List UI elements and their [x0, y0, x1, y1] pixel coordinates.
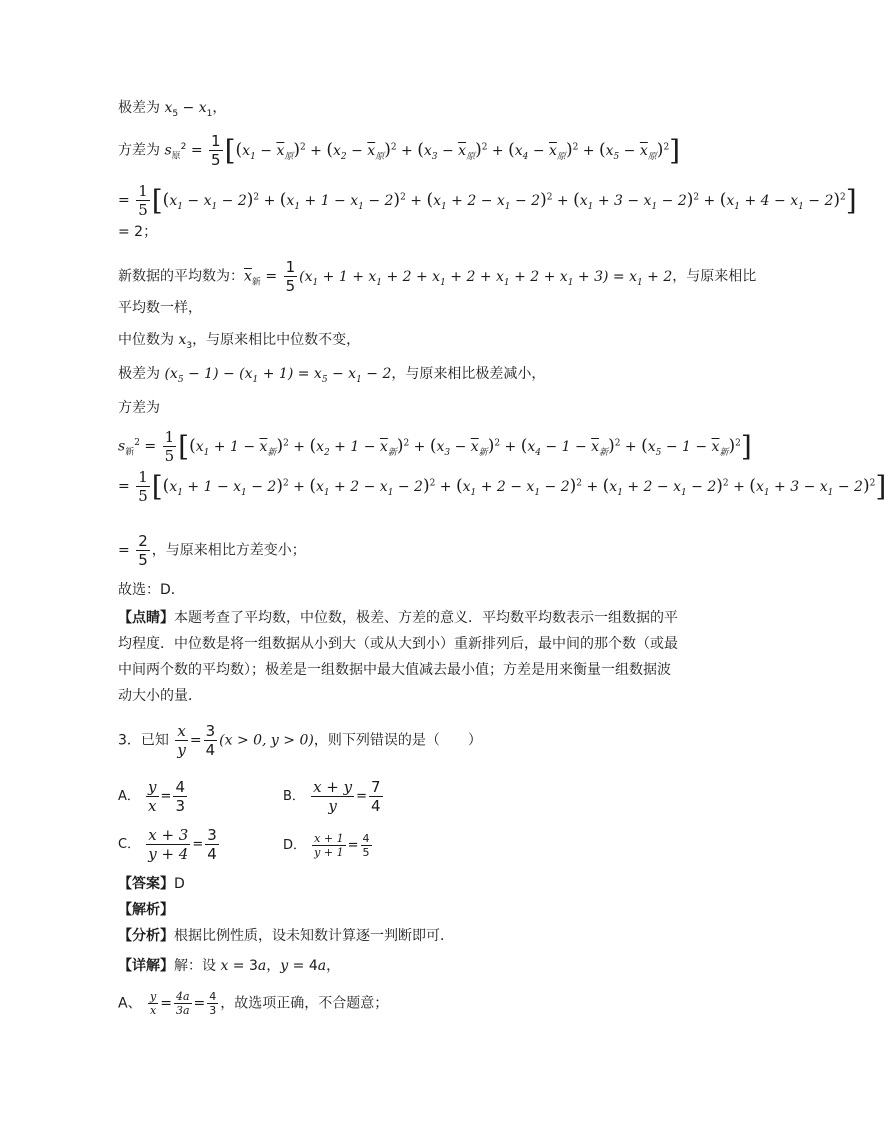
comment-line-4: 动大小的量．	[118, 688, 202, 704]
new-mean-line: 新数据的平均数为：$\overline{x}_新$ = $\frac{1}{5}$ $(x_1 + 1 + x_1 + 2 + x_1 + 2 + x_1 + 2 + x_1 + 3) = x_1 + 2$，与原来相比	[118, 258, 757, 295]
new-var-label: 方差为	[118, 400, 160, 416]
new-variance-bracket: $[(x_1 + 1 - \overline{x}_新)^2 + (x_2 + 1 - \overline{x}_新)^2 + (x_3 - \overline{x}_新)^2 + (x_4 - 1 - \overline{x}_新)^2 + (x_5 - 1 - \overline{x}_新)^2]$	[178, 429, 752, 463]
question-3: 3．已知 $\frac{x}{y}$ = $\frac{3}{4}$ (x > 0, y > 0)，则下列错误的是（ ）	[118, 722, 482, 759]
answer-line: 【答案】D	[118, 876, 185, 892]
range-text: 极差为 $x_5 - x_1$，	[118, 100, 227, 119]
new-range-line: 极差为 $(x_5 - 1) - (x_1 + 1) = x_5 - x_1 - 2$，与原来相比极差减小，	[118, 366, 546, 385]
fenxi-line: 【分析】根据比例性质，设未知数计算逐一判断即可．	[118, 928, 454, 944]
option-a: A． $\frac{y}{x}$ = $\frac{4}{3}$	[118, 778, 185, 815]
variance-expand-line: = $\frac{1}{5}$ $[(x_1 - x_1 - 2)^2 + (x_1 + 1 - x_1 - 2)^2 + (x_1 + 2 - x_1 - 2)^2 + (x_1 + 3 - x_1 - 2)^2 + (x_1 + 4 - x_1 - 2)^2]$	[118, 182, 857, 219]
option-d: D． $\frac{x + 1}{y + 1}$ = $\frac{4}{5}$	[283, 832, 370, 859]
option-b: B． $\frac{x + y}{y}$ = $\frac{7}{4}$	[283, 778, 381, 815]
comment-line-2: 均程度．中位数是将一组数据从小到大（或从大到小）重新排列后，最中间的那个数（或最	[118, 636, 678, 652]
variance-expand-expr: $[(x_1 - x_1 - 2)^2 + (x_1 + 1 - x_1 - 2)^2 + (x_1 + 2 - x_1 - 2)^2 + (x_1 + 3 - x_1 - 2)^2 + (x_1 + 4 - x_1 - 2)^2]$	[151, 183, 857, 217]
variance-line: 方差为 $s_原^2$ = $\frac{1}{5}$ $[(x_1 - \overline{x}_原)^2 + (x_2 - \overline{x}_原)^2 + (x_3 - \overline{x}_原)^2 + (x_4 - \overline{x}_原)^2 + (x_5 - \overline{x}_原)^2]$	[118, 132, 681, 169]
variance-result: = 2；	[118, 224, 158, 240]
option-c: C． $\frac{x + 3}{y + 4}$ = $\frac{3}{4}$	[118, 826, 217, 863]
new-variance-line: $s_新^2$ = $\frac{1}{5}$ $[(x_1 + 1 - \overline{x}_新)^2 + (x_2 + 1 - \overline{x}_新)^2 + (x_3 - \overline{x}_新)^2 + (x_4 - 1 - \overline{x}_新)^2 + (x_5 - 1 - \overline{x}_新)^2]$	[118, 428, 752, 465]
xiangjie-line: 【详解】解：设 x = 3a，y = 4a，	[118, 958, 341, 974]
variance-bracket-expr: $[(x_1 - \overline{x}_原)^2 + (x_2 - \overline{x}_原)^2 + (x_3 - \overline{x}_原)^2 + (x_4 - \overline{x}_原)^2 + (x_5 - \overline{x}_原)^2]$	[224, 133, 681, 167]
fraction-one-fifth: $\frac{1}{5}$	[211, 132, 221, 169]
new-mean-expr: $(x_1 + 1 + x_1 + 2 + x_1 + 2 + x_1 + 2 + x_1 + 3) = x_1 + 2$	[299, 268, 673, 288]
median-line: 中位数为 $x_3$，与原来相比中位数不变，	[118, 332, 361, 351]
comment-line-3: 中间两个数的平均数）；极差是一组数据中最大值减去最小值；方差是用来衡量一组数据波	[118, 662, 671, 678]
comment-line-1: 【点睛】本题考查了平均数，中位数，极差、方差的意义．平均数平均数表示一组数据的平	[118, 610, 678, 626]
new-variance-expand: = $\frac{1}{5}$ $[(x_1 + 1 - x_1 - 2)^2 + (x_1 + 2 - x_1 - 2)^2 + (x_1 + 2 - x_1 - 2)^2 + (x_1 + 2 - x_1 - 2)^2 + (x_1 + 3 - x_1 - 2)^2]$	[118, 468, 886, 505]
a-solution-line: A、 $\frac{y}{x}$ = $\frac{4a}{3a}$ = $\frac{4}{3}$ ，故选项正确，不合题意；	[118, 990, 389, 1017]
new-mean-cont: 平均数一样，	[118, 300, 202, 316]
range-line	[118, 98, 226, 124]
new-variance-result: = $\frac{2}{5}$ ，与原来相比方差变小；	[118, 532, 306, 569]
choose-d: 故选：D．	[118, 582, 185, 598]
analysis-tag: 【解析】	[118, 902, 174, 918]
